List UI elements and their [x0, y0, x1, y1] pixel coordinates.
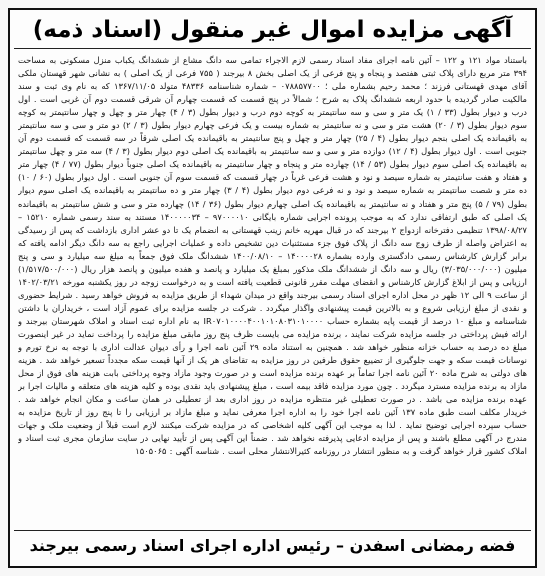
notice-frame — [8, 8, 537, 568]
notice-body — [18, 54, 527, 516]
notice-paragraph: باستناد مواد ۱۲۱ و ۱۲۲ – آئین نامه اجرای مفاد اسناد رسمی لازم الاجراء تمامی سه دانگ مشاع از ششدانگ یکباب منزل مسکونی به مساحت ۳۹۴ متر مربع دارای پلاک ثبتی هفتصد و پنجاه و پنج فرعی از یک اصلی بخش ۸ بیرجند ( ۷۵۵ فرعی از یک اصلی ) به نشانی شهر قهستان ملکی آقای مهدی قهستانی فرزند ؛ محمد رحیم بشماره ملی ؛ ۰۷۸۸۵۷۷۰۰ – شماره شناسنامه ۴۸۳۳۶ متولد ۱۳۶۷/۱۱/۰۵ که به نام وی ثبت و سند مالکیت صادر گردیده با حدود اربعه ششدانگ پلاک به شرح ؛ شمالاً در پنج قسمت که قسمت چهارم آن شرقی قسمت دوم آن غربی است . اول درب و دیوار بطول (۳۳ / ۱) یک متر و سی و سه سانتیمتر به کوچه دوم درب و دیوار بطول (۳ / ۴) چهار متر و چهل و چهار سانتیمتر به کوچه سوم دیوار بطول (۳ / ۲۰) هشت متر و سی و نه سانتیمتر به شماره بیست و یک فرعی چهارم دیوار بطول (۳ / ۲) دو متر و سی و سه سانتیمتر به باقیمانده یک اصلی بنجم دیوار بطول (۴ / ۲۵) چهار متر و چهل و پنج سانتیمتر به باقیمانده یک اصلی شرقاً در سه قسمت که قسمت دوم آن جنوبی است . اول دیوار بطول (۴ / ۱۲) دوازده متر و سی و سه سانتیمتر به باقیمانده یک اصلی دوم دیوار بطول (۳ / ۴) سه متر و چهل سانتیمتر به باقیمانده یک اصلی سوم دیوار بطول (۵۳ / ۱۴) چهارده متر و پنجاه و چهار سانتیمتر به باقیمانده یک اصلی جنوباً دیوار بطول (۷۷ / ۴) چهار متر و هفتاد و هفت سانتیمتر به شماره سیصد و نود و هشت فرعی غرباً در چهار قسمت که قسمت سوم آن جنوبی است . اول دیوار بطول (۶۰ / ۱۰) ده متر و شصت سانتیمتر به شماره سیصد و نود و نه فرعی دوم دیوار بطول (۴ / ۳) چهار متر و ده سانتیمتر به باقیمانده یک اصلی سوم دیوار بطول (۷۹ / ۵) پنج متر و هفتاد و نه سانتیمتر به باقیمانده یک اصلی چهارم دیوار بطول (۳۶ / ۱۴) چهارده متر و سی و شش سانتیمتر به باقیمانده یک اصلی که طبق ارتفاقی ندارد که به موجب پرونده اجرایی شماره بایگانی ۹۷۰۰۰۰۱۰ – ۱۴۰۰۰۰۰۳۴ مستند به سند رسمی شماره ۱۵۲۱۰ – ۱۳۹۸/۰۸/۲۷ تنظیمی دفترخانه ازدواج ۲ بیرجند که در قبال مهریه خانم زینب قهستانی به انضمام یک تا دو عشر اداری بازداشت که پس از رسیدگی به اعتراض واصله از طرف زوج سه دانگ از پلاک فوق جزء مستثنیات دین تشخیص داده و عملیات اجرایی راجع به سه دانگ دیگر ادامه یافته که برابر گزارش کارشناس رسمی دادگستری وارده بشماره ۱۴۰۰۰۰۲۸ – ۱۴۰۰/۰۸/۱۰ ششدانگ ملک فوق جمعاً به مبلغ سه میلیارد و سی و پنج میلیون (۳/۰۳۵/۰۰۰/۰۰۰) ریال و سه دانگ از ششدانگ ملک مذکور بمبلغ یک میلیارد و پانصد و هفده میلیون و پانصد هزار ریال (۱/۵۱۷/۵۰۰/۰۰۰) ارزیابی و پس از ابلاغ گزارش کارشناس و انقضای مهلت مقرر قانونی قطعیت یافته است و به درخواست زوجه در روز یکشنبه مورخه ۱۴۰۲/۰۳/۲۱ از ساعت ۹ الی ۱۲ ظهر در محل اداره اجرای اسناد رسمی بیرجند واقع در میدان شهداء از طریق مزایده به فروش خواهد رسید . شرایط حضوری و نقدی از مبلغ ارزیابی شروع و به بالاترین قیمت پیشنهادی واگذار میگردد . شرکت در جلسه مزایده برای عموم آزاد است ، خریداران با داشتن شناسنامه و مبلغ ۱۰ درصد از قیمت پایه بشماره حساب IR۰۷۰۱۰۰۰۰۴۰۰۱۰۱۰۸۰۳۱۰۱۰۰۰۰ به نام اداره ثبت اسناد و املاک شهرستان بیرجند و ارائه فیش پرداختی در جلسه مزایده شرکت نمایند ، برنده مزایده می بایست ظرف پنج روز مابقی مبلغ مزایده را پرداخت نماید در غیر اینصورت مبلغ ده درصد به حساب خزانه منظور خواهد شد . همچنین به استناد ماده ۲۹ آئین نامه اجرا و رأی دیوان عدالت اداری با توجه به نرخ تورم و نوسانات قیمت سکه و جهت جلوگیری از تضییع حقوق طرفین در روز مزایده به تقاضای هر یک از آنها قیمت سکه مجدداً تسعیر خواهد شد . هزینه های دولتی به شرح ماده ۲۰ آئین نامه اجرا تماماً بر عهده برنده مزایده است و در صورت وجود مازاد وجوه پرداختی بابت هزینه های فوق از محل مازاد به برنده مزایده مسترد میگردد . چون مورد مزایده فاقد بیمه است ، مبلغ پیشنهادی باید نقدی بوده و کلیه هزینه های متعلقه و مالیات اجرا بر عهده برنده مزایده می باشد . در صورت تعطیلی غیر منتظره مزایده در روز اداری بعد از تعطیلی در همان ساعت و مکان انجام خواهد شد . خریدار مکلف است طبق ماده ۱۳۷ آئین نامه اجرا خود را به اداره اجرا معرفی نماید و مبلغ مازاد بر ارزیابی را تا پنج روز از تاریخ مزایده به حساب سپرده اجرایی توضیح نماید . لذا به موجب این آگهی کلیه اشخاصی که در مزایده شرکت میکنند لازم است قبلاً از وضعیت ملک و جهات مندرج در آگهی مطلع باشند و پس از مزایده ادعایی پذیرفته نخواهد شد . ضمناً این آگهی پس از تأیید نهایی در سایت سازمان مجری ثبت اسناد و املاک کشور قرار خواهد گرفت و به منظور انتشار در روزنامه کثیرالانتشار محلی است . شناسه آگهی : ۱۵۰۵۰۶۵ — [18, 55, 527, 457]
signature-divider — [14, 530, 531, 531]
notice-title: آگهی مزایده اموال غیر منقول (اسناد ذمه) — [32, 17, 513, 43]
title-divider — [14, 48, 531, 49]
signature-line: فضه رمضانی اسفدن – رئیس اداره اجرای اسناد رسمی بیرجند — [29, 536, 516, 555]
